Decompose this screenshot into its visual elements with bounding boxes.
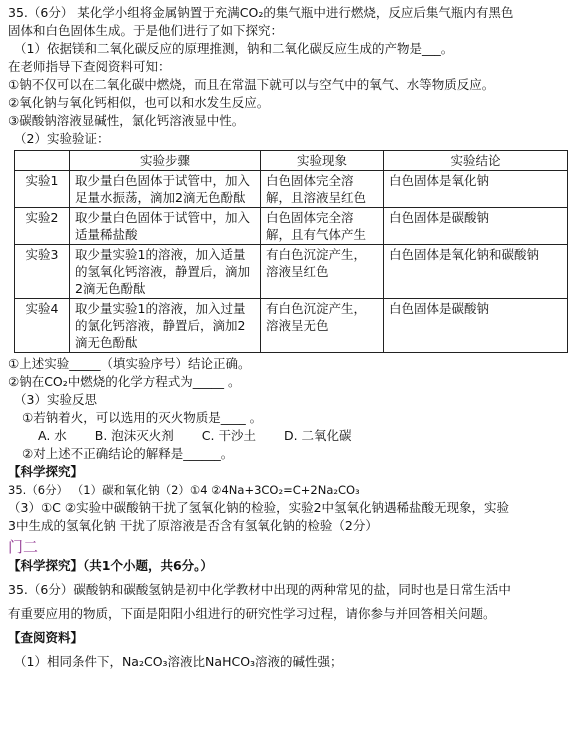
table-row (15, 171, 568, 208)
intro-line: 在老师指导下查阅资料可知： (8, 59, 171, 74)
table-cell: 白色固体是氧化钠和碳酸钠 (384, 245, 568, 299)
table-cell: 实验3 (15, 245, 70, 299)
table-cell: 实验1 (15, 171, 70, 208)
table-cell: 白色固体完全溶解，且溶液呈红色 (261, 171, 384, 208)
table-row (15, 299, 568, 353)
section-two-heading: 【科学探究】（共1个小题，共6分。） (8, 558, 213, 573)
option-d: D. 二氧化碳 (283, 428, 352, 443)
table-cell: 白色固体完全溶解，且有气体产生 (261, 208, 384, 245)
intro-line: （1）依据镁和二氧化碳反应的原理推测，钠和二氧化碳反应生成的产物是___。 (14, 41, 454, 56)
option-a: A. 水 (38, 428, 67, 443)
table-cell: 实验4 (15, 299, 70, 353)
table-cell: 白色固体是碳酸钠 (384, 299, 568, 353)
table-header-cell: 实验现象 (261, 151, 384, 171)
followup-line: ①上述实验_____（填实验序号）结论正确。 (8, 356, 251, 371)
answer-section (8, 463, 580, 535)
intro-line: ②氧化钠与氧化钙相似，也可以和水发生反应。 (8, 95, 270, 110)
table-cell: 取少量白色固体于试管中，加入足量水振荡，滴加2滴无色酚酞 (70, 171, 261, 208)
table-row (15, 245, 568, 299)
table-cell: 有白色沉淀产生，溶液呈红色 (261, 245, 384, 299)
lookup-line: （1）相同条件下，Na₂CO₃溶液比NaHCO₃溶液的碱性强； (14, 654, 343, 669)
intro-line: （2）实验验证： (14, 131, 110, 146)
followup-line: ②对上述不正确结论的解释是______。 (22, 446, 234, 461)
table-cell: 取少量实验1的溶液，加入过量的氯化钙溶液，静置后，滴加2滴无色酚酞 (70, 299, 261, 353)
answer-line: 3中生成的氢氧化钠 干扰了原溶液是否含有氢氧化钠的检验（2分） (8, 518, 378, 533)
lookup-heading: 【查阅资料】 (8, 630, 84, 645)
document-page (8, 4, 580, 671)
experiment-table (14, 150, 568, 353)
option-b: B. 泡沫灭火剂 (94, 428, 174, 443)
question-intro (8, 4, 580, 148)
table-row (15, 208, 568, 245)
followup-line: ②钠在CO₂中燃烧的化学方程式为_____ 。 (8, 374, 241, 389)
intro-line: 35.（6分） 某化学小组将金属钠置于充满CO₂的集气瓶中进行燃烧，反应后集气瓶内有黑色 (8, 5, 514, 20)
section-two (8, 557, 580, 671)
intro-line: ①钠不仅可以在二氧化碳中燃烧，而且在常温下就可以与空气中的氧气、水等物质反应。 (8, 77, 495, 92)
table-header-row (15, 151, 568, 171)
followup-line: （3）实验反思 (14, 392, 97, 407)
table-cell: 白色固体是氧化钠 (384, 171, 568, 208)
table-header-cell: 实验结论 (384, 151, 568, 171)
section-two-line: 35.（6分）碳酸钠和碳酸氢钠是初中化学教材中出现的两种常见的盐，同时也是日常生活中 (8, 582, 511, 597)
answer-heading: 【科学探究】 (8, 464, 84, 479)
answer-line: 35.（6分） （1）碳和氧化钠（2）①4 ②4Na+3CO₂=C+2Na₂CO₃ (8, 483, 360, 497)
followup-line: ①若钠着火，可以选用的灭火物质是____ 。 (22, 410, 263, 425)
answer-line: （3）①C ②实验中碳酸钠干扰了氢氧化钠的检验，实验2中氢氧化钠遇稀盐酸无现象，实验 (8, 500, 510, 515)
table-cell: 实验2 (15, 208, 70, 245)
table-header-cell: 实验步骤 (70, 151, 261, 171)
table-cell: 白色固体是碳酸钠 (384, 208, 568, 245)
intro-line: 固体和白色固体生成。于是他们进行了如下探究： (8, 23, 284, 38)
section-mark: 门二 (8, 538, 39, 556)
table-header-cell (15, 151, 70, 171)
table-cell: 取少量白色固体于试管中，加入适量稀盐酸 (70, 208, 261, 245)
table-cell: 有白色沉淀产生，溶液呈无色 (261, 299, 384, 353)
section-two-line: 有重要应用的物质，下面是阳阳小组进行的研究性学习过程，请你参与并回答相关问题。 (8, 606, 496, 621)
answer-options (8, 427, 580, 445)
intro-line: ③碳酸钠溶液显碱性，氯化钙溶液显中性。 (8, 113, 245, 128)
question-followup (8, 355, 580, 463)
option-c: C. 干沙土 (201, 428, 256, 443)
table-cell: 取少量实验1的溶液，加入适量的氢氧化钙溶液，静置后，滴加2滴无色酚酞 (70, 245, 261, 299)
